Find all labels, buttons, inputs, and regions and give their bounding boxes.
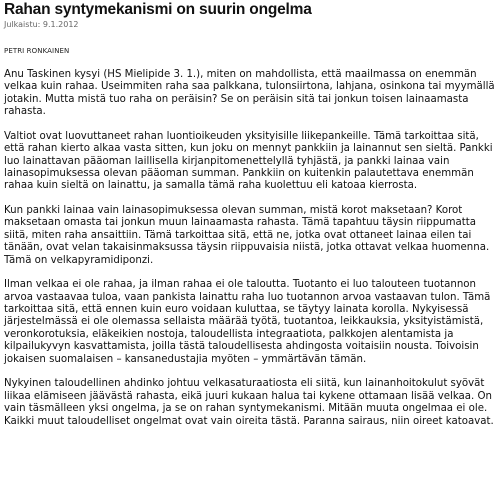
paragraph-4: Ilman velkaa ei ole rahaa, ja ilman rahaa ei ole taloutta. Tuotanto ei luo talouteen tuotannon arvoa vastaavaa tuloa, vaan pankista lainattu raha luo tuotannon arvoa vastaavan tulon. Tämä tarkoittaa sitä, että ennen kuin euro voidaan kuluttaa, se täytyy lainata korolla. Nykyisessä järjestelmässä ei ole olemassa sellaista määrää työtä, tuotantoa, leikkauksia, yksityistämistä, veronkorotuksia, eläkeikien nostoja, taloudellista integraatiota, palkkojen alentamista ja kilpailukyvyn kasvattamista, joilla tästä taloudellisesta ahdingosta voitaisiin nousta. Toivoisin jokaisen suomalaisen – kansanedustajia myöten – ymmärtävän tämän. (4, 279, 491, 365)
author-byline: PETRI RONKAINEN (4, 47, 70, 55)
paragraph-5: Nykyinen taloudellinen ahdinko johtuu velkasaturaatiosta eli siitä, kun lainanhoitokulut syövät liikaa elämiseen jäävästä rahasta, eikä juuri kukaan halua tai kykene ottamaan lisää velkaa. On vain täsmälleen yksi ongelma, ja se on rahan syntymekanismi. Mitään muuta ongelmaa ei ole. Kaikki muut taloudelliset ongelmat ovat vain oireita tästä. Paranna sairaus, niin oireet katoavat. (4, 378, 494, 427)
article-title: Rahan syntymekanismi on suurin ongelma (4, 1, 312, 18)
paragraph-2: Valtiot ovat luovuttaneet rahan luontioikeuden yksityisille liikepankeille. Tämä tarkoittaa sitä, että rahan kierto alkaa vasta sitten, kun joku on mennyt pankkiin ja lainannut sen sieltä. Pankki luo lainattavan pääoman laillisella kirjanpitomenettelyllä tyhjästä, ja pankki lainaa vain lainasopimuksessa olevan pääoman summan. Pankkiin on kuitenkin palautettava enemmän rahaa kuin sieltä on lainattu, ja samalla tämä raha kuolettuu eli katoaa kierrosta. (4, 130, 493, 192)
paragraph-1: Anu Taskinen kysyi (HS Mielipide 3. 1.), miten on mahdollista, että maailmassa on enemmän velkaa kuin rahaa. Useimmiten raha saa palkkana, tulonsiirtona, lahjana, osinkona tai myymällä jotakin. Mutta mistä tuo raha on peräisin? Se on peräisin sitä tai jonkun toisen lainaamasta rahasta. (4, 69, 495, 118)
paragraph-3: Kun pankki lainaa vain lainasopimuksessa olevan summan, mistä korot maksetaan? Korot maksetaan omasta tai jonkun muun lainaamasta rahasta. Tämä tapahtuu täysin riippumatta siitä, miten raha ansaittiin. Tämä tarkoittaa sitä, että ne, jotka ovat ottaneet lainaa eilen tai tänään, ovat velan takaisinmaksussa täysin riippuvaisia niistä, jotka ottavat velkaa huomenna. Tämä on velkapyramidiponzi. (4, 205, 490, 266)
article (4, 0, 496, 440)
publish-date: Julkaistu: 9.1.2012 (4, 20, 79, 29)
article-body (4, 69, 496, 428)
